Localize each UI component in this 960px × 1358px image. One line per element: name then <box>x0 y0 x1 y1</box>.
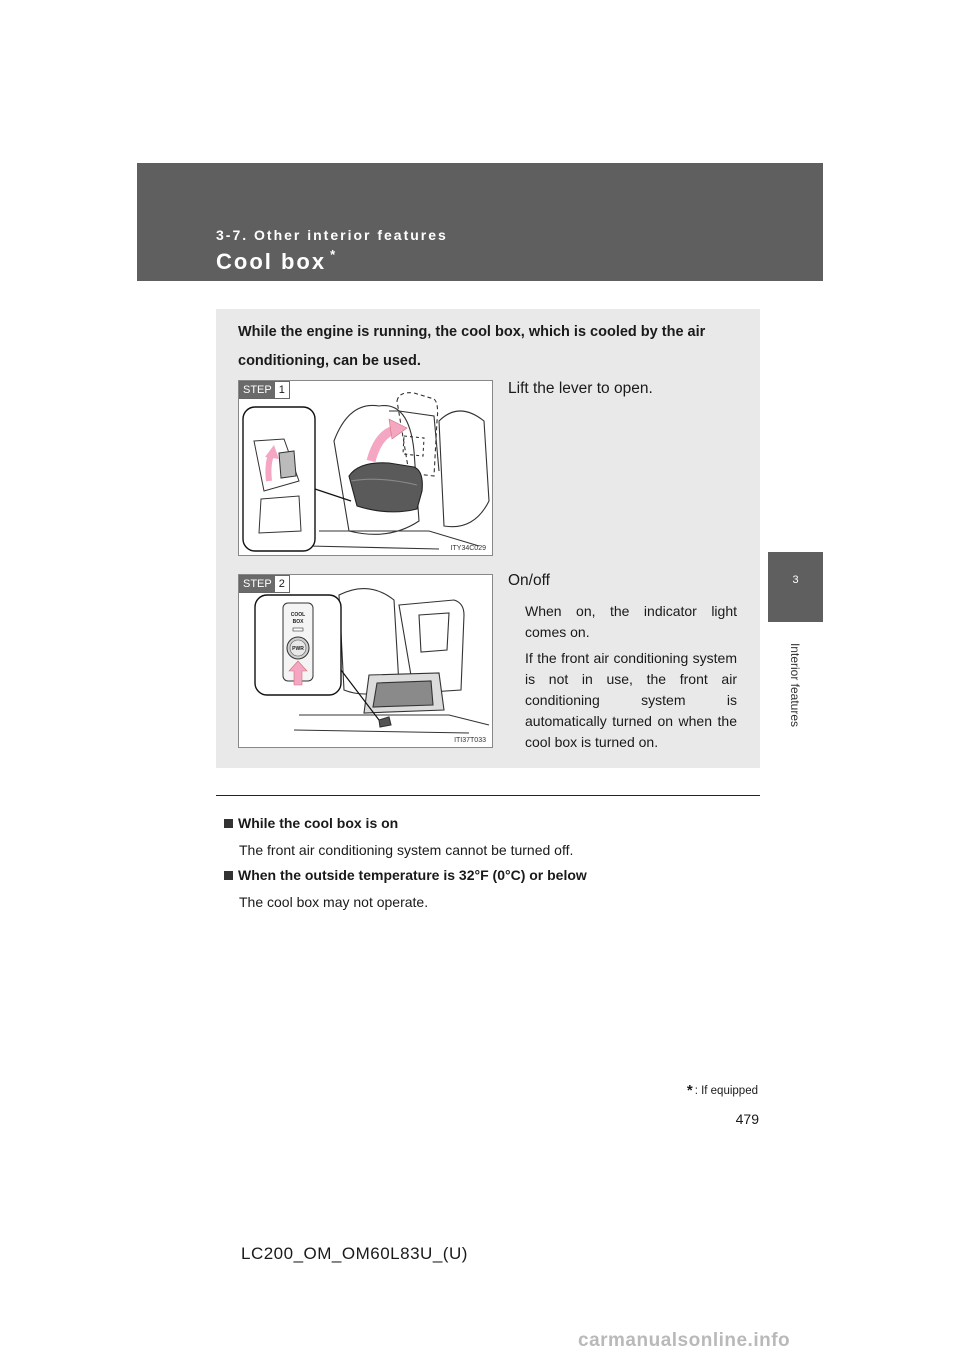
footnote-text: : If equipped <box>694 1085 758 1097</box>
chapter-number: 3 <box>792 574 799 586</box>
note-heading-2 <box>224 867 587 883</box>
step-word: STEP <box>240 382 275 398</box>
pwr-label: PWR <box>292 646 304 652</box>
note-heading-1 <box>224 815 398 831</box>
footnote <box>687 1082 758 1099</box>
chapter-label <box>768 630 823 740</box>
page-title-text: Cool box <box>216 249 327 274</box>
step2-note-2: If the front air conditioning system is not in use, the front air conditioning system is automatically turned on when the cool box is turned on. <box>525 650 737 750</box>
note-heading-text: While the cool box is on <box>238 815 399 831</box>
bullet-square-icon <box>224 871 233 880</box>
document-code: LC200_OM_OM60L83U_(U) <box>241 1244 468 1263</box>
step2-note-1: When on, the indicator light comes on. <box>525 603 737 640</box>
equipped-mark: * <box>330 247 338 262</box>
figure-code: ITY34C029 <box>450 545 486 552</box>
page-title <box>216 249 337 275</box>
step-number: 1 <box>278 384 285 396</box>
step-number: 2 <box>278 578 285 590</box>
section-divider <box>216 795 760 796</box>
cool-label: COOL <box>290 612 306 618</box>
step1-text: Lift the lever to open. <box>508 380 653 397</box>
section-label: 3-7. Other interior features <box>216 227 448 243</box>
chapter-label-text: Interior features <box>788 642 803 728</box>
step2-badge <box>239 575 290 593</box>
note-body-2: The cool box may not operate. <box>239 894 429 910</box>
step1-badge <box>239 381 290 399</box>
page-number: 479 <box>735 1111 759 1127</box>
step1-figure <box>238 380 493 556</box>
cool-box-switch-illustration <box>239 575 492 747</box>
step2-text: On/off <box>508 572 550 589</box>
figure-code: ITI37T033 <box>454 737 486 744</box>
armrest-open-illustration <box>239 381 492 555</box>
note-heading-text: When the outside temperature is 32°F (0°C) or below <box>238 867 587 883</box>
chapter-tab[interactable] <box>768 552 823 622</box>
step-word: STEP <box>240 576 275 592</box>
intro-text: While the engine is running, the cool box, which is cooled by the air conditioning, can be used. <box>238 324 706 369</box>
indicator-light <box>293 628 303 631</box>
footnote-mark: * <box>686 1082 693 1099</box>
step2-figure <box>238 574 493 748</box>
note-body-1: The front air conditioning system cannot be turned off. <box>239 842 574 858</box>
bullet-square-icon <box>224 819 233 828</box>
watermark: carmanualsonline.info <box>578 1330 791 1351</box>
box-label: BOX <box>292 619 304 625</box>
